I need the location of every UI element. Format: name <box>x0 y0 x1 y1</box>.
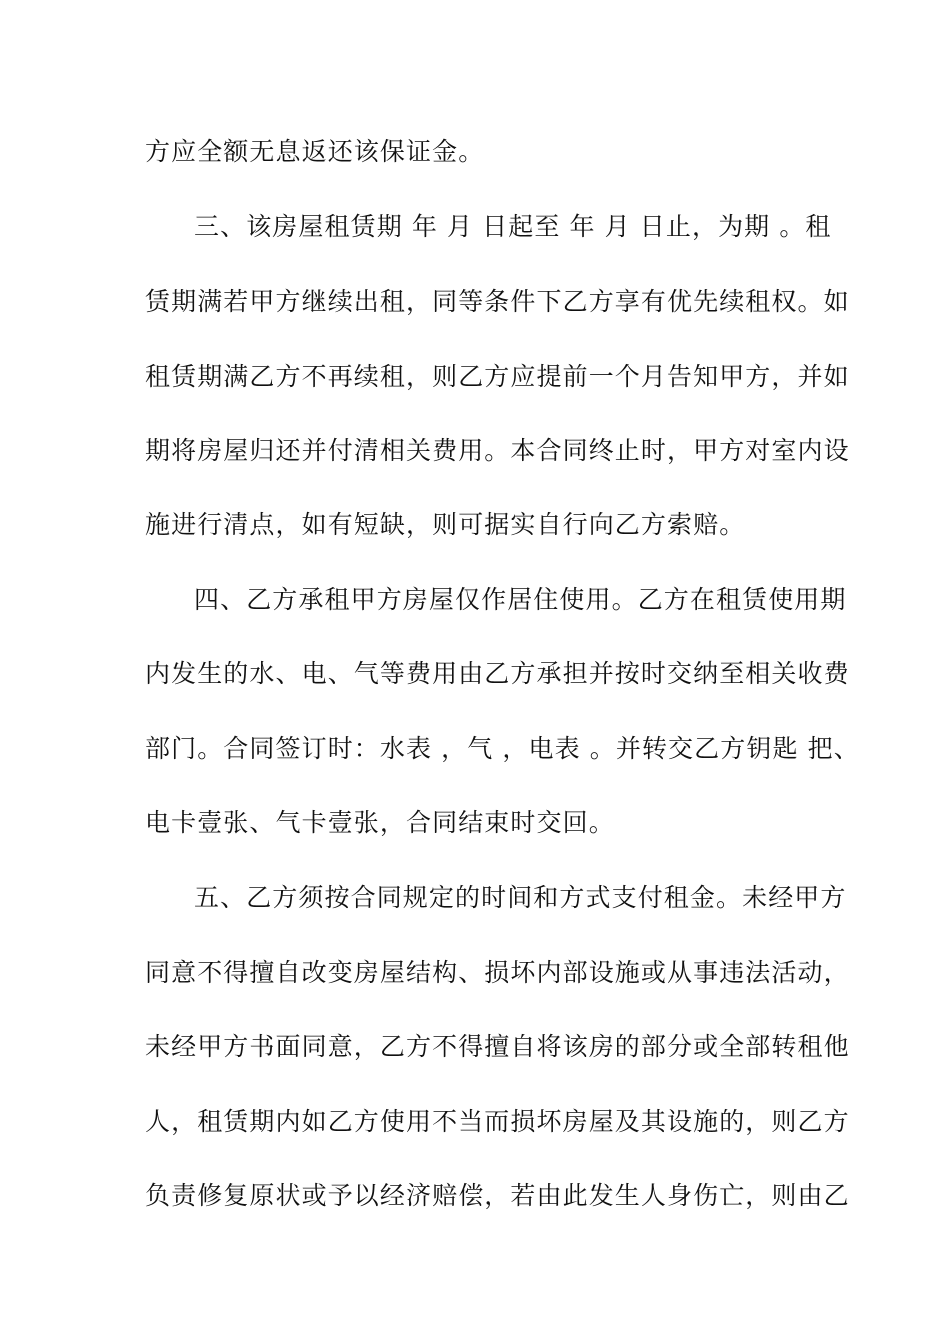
text-line-9: 部门。合同签订时：水表 ，气 ，电表 。并转交乙方钥匙 把、 <box>145 734 860 763</box>
clause-5-heading-line: 五、乙方须按合同规定的时间和方式支付租金。未经甲方 <box>194 883 847 912</box>
text-line-14: 人，租赁期内如乙方使用不当而损坏房屋及其设施的，则乙方 <box>145 1107 850 1136</box>
text-line-8: 内发生的水、电、气等费用由乙方承担并按时交纳至相关收费 <box>145 659 850 688</box>
text-line-12: 同意不得擅自改变房屋结构、损坏内部设施或从事违法活动， <box>145 958 850 987</box>
text-line-3: 赁期满若甲方继续出租，同等条件下乙方享有优先续租权。如 <box>145 287 850 316</box>
text-line-15: 负责修复原状或予以经济赔偿，若由此发生人身伤亡，则由乙 <box>145 1181 850 1210</box>
clause-4-heading-line: 四、乙方承租甲方房屋仅作居住使用。乙方在租赁使用期 <box>194 585 847 614</box>
text-line-1: 方应全额无息返还该保证金。 <box>145 137 485 166</box>
text-line-6: 施进行清点，如有短缺，则可据实自行向乙方索赔。 <box>145 510 746 539</box>
text-line-5: 期将房屋归还并付清相关费用。本合同终止时，甲方对室内设 <box>145 436 850 465</box>
text-line-10: 电卡壹张、气卡壹张，合同结束时交回。 <box>145 808 615 837</box>
text-line-13: 未经甲方书面同意，乙方不得擅自将该房的部分或全部转租他 <box>145 1032 850 1061</box>
text-line-4: 租赁期满乙方不再续租，则乙方应提前一个月告知甲方，并如 <box>145 362 850 391</box>
clause-3-heading-line: 三、该房屋租赁期 年 月 日起至 年 月 日止，为期 。租 <box>194 212 832 241</box>
